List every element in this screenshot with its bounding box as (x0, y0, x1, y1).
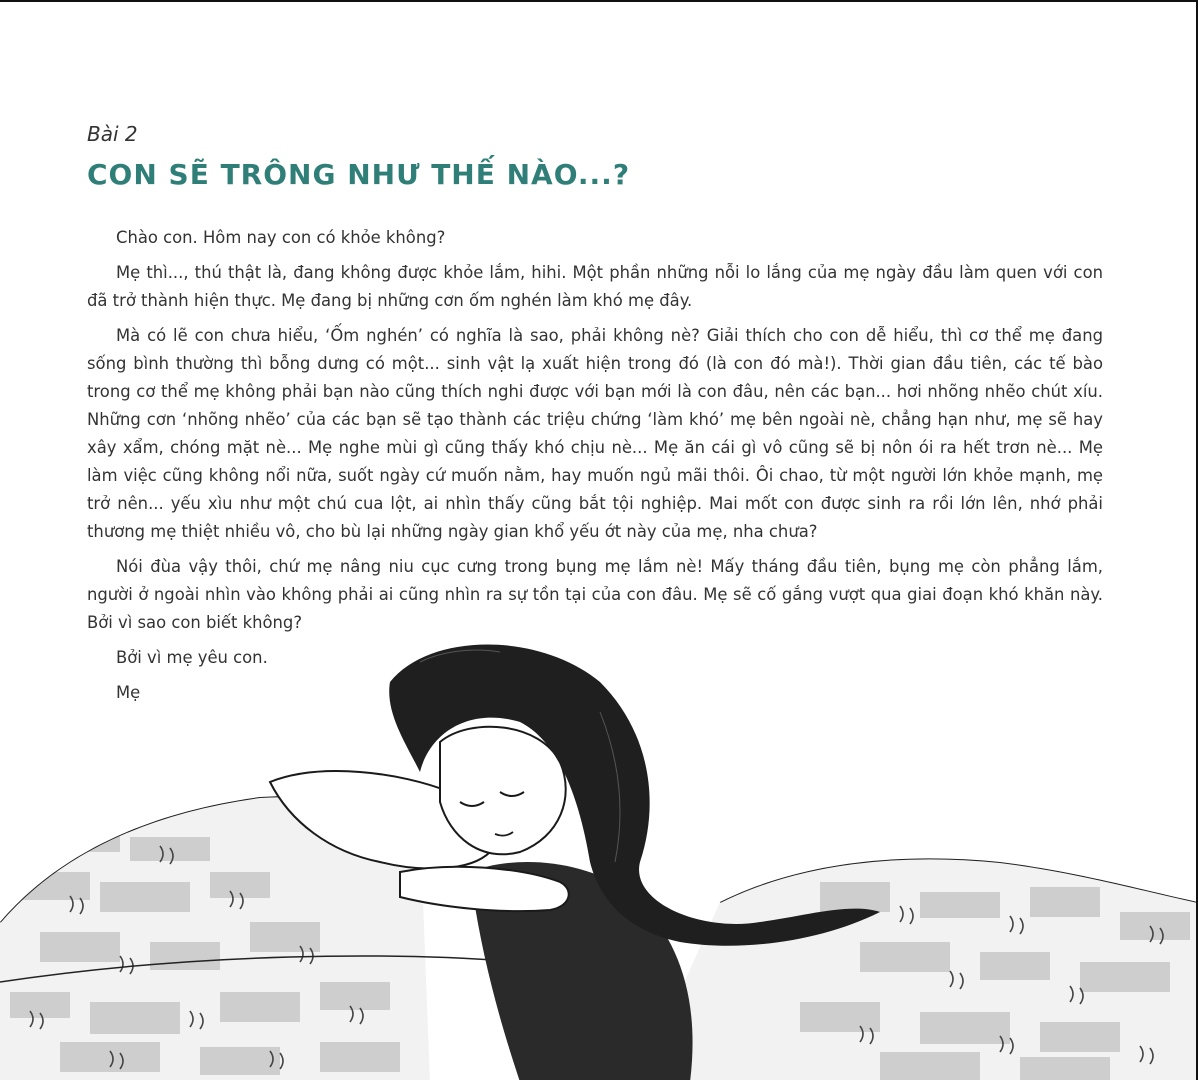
letter-signature: Mẹ (116, 683, 141, 702)
sleeping-mother-illustration (0, 622, 1198, 1080)
letter-closing: Bởi vì mẹ yêu con. (116, 648, 268, 667)
letter-greeting: Chào con. Hôm nay con có khỏe không? (116, 228, 446, 247)
right-blanket (640, 852, 1198, 1080)
letter-paragraph-1: Mẹ thì..., thú thật là, đang không được khỏe lắm, hihi. Một phần những nỗi lo lắng của mẹ ngày đầu làm quen với con đã trở thành hiện thực. Mẹ đang bị những cơn ốm nghén làm khó mẹ đây. (87, 263, 1103, 310)
lesson-number: Bài 2 (87, 122, 138, 146)
letter-paragraph-3: Nói đùa vậy thôi, chứ mẹ nâng niu cục cưng trong bụng mẹ lắm nè! Mấy tháng đầu tiên, bụng mẹ còn phẳng lắm, người ở ngoài nhìn vào không phải ai cũng nhìn ra sự tồn tại của con đâu. Mẹ sẽ cố gắng vượt qua giai đoạn khó khăn này. Bởi vì sao con biết không? (87, 557, 1103, 632)
lesson-title: CON SẼ TRÔNG NHƯ THẾ NÀO...? (87, 158, 631, 191)
letter-paragraph-2: Mà có lẽ con chưa hiểu, ‘Ốm nghén’ có nghĩa là sao, phải không nè? Giải thích cho con dễ hiểu, thì cơ thể mẹ đang sống bình thường thì bỗng dưng có một... sinh vật lạ xuất hiện trong đó (là con đó mà!). Thời gian đầu tiên, các tế bào trong cơ thể mẹ không phải bạn nào cũng thích nghi được với bạn mới là con đâu, nên các bạn... hơi nhõng nhẽo chút xíu. Những cơn ‘nhõng nhẽo’ của các bạn sẽ tạo thành các triệu chứng ‘làm khó’ mẹ bên ngoài nè, chẳng hạn như, mẹ sẽ hay xây xẩm, chóng mặt nè... Mẹ nghe mùi gì cũng thấy khó chịu nè... Mẹ ăn cái gì vô cũng sẽ bị nôn ói ra hết trơn nè... Mẹ làm việc cũng không nổi nữa, suốt ngày cứ muốn nằm, hay muốn ngủ mãi thôi. Ôi chao, từ một người lớn khỏe mạnh, mẹ trở nên... yếu xìu như một chú cua lột, ai nhìn thấy cũng bắt tội nghiệp. Mai mốt con được sinh ra rồi lớn lên, nhớ phải thương mẹ thiệt nhiều vô, cho bù lại những ngày gian khổ yếu ớt này của mẹ, nha chưa? (87, 326, 1103, 541)
